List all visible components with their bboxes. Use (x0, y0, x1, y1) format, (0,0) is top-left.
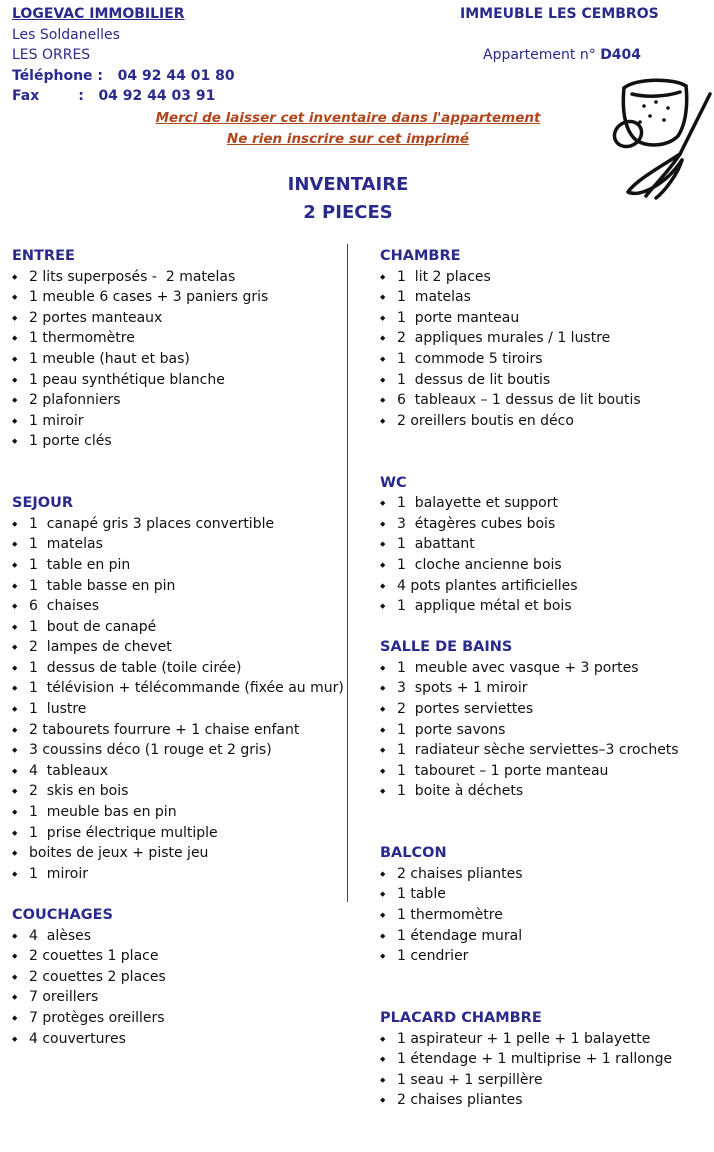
notice-leave-inventory: Merci de laisser cet inventaire dans l'appartement (155, 110, 541, 126)
list-item: ◆ 2 plafonniers (12, 390, 342, 411)
page-subtitle: 2 PIECES (303, 202, 393, 223)
list-item: ◆ 2 portes serviettes (380, 699, 710, 720)
address-line-1: Les Soldanelles (12, 26, 120, 43)
list-item: ◆ 1 porte clés (12, 431, 342, 452)
section-title-couchages: COUCHAGES (12, 907, 113, 923)
list-entree (12, 267, 342, 452)
list-item: ◆ 1 miroir (12, 411, 342, 432)
list-item: ◆ 4 alèses (12, 926, 342, 947)
list-item: ◆ 1 aspirateur + 1 pelle + 1 balayette (380, 1029, 710, 1050)
right-column (380, 246, 710, 1111)
list-item: ◆ 7 protèges oreillers (12, 1008, 342, 1029)
fax-label: Fax : (12, 88, 84, 105)
list-item: ◆ 4 pots plantes artificielles (380, 576, 710, 597)
list-item: ◆ 1 commode 5 tiroirs (380, 349, 710, 370)
list-item: ◆ 1 table basse en pin (12, 576, 342, 597)
list-item: ◆ 1 canapé gris 3 places convertible (12, 514, 342, 535)
apartment-label: Appartement n° (483, 47, 596, 63)
list-item: ◆ 1 miroir (12, 864, 342, 885)
list-item: ◆ 1 meuble (haut et bas) (12, 349, 342, 370)
address-line-2: LES ORRES (12, 47, 91, 64)
fax-row (12, 86, 235, 107)
list-item: ◆ 1 thermomètre (380, 905, 710, 926)
list-item: ◆ 1 bout de canapé (12, 617, 342, 638)
apartment-line (483, 45, 641, 66)
section-title-sejour: SEJOUR (12, 495, 74, 512)
list-item: ◆ 2 couettes 2 places (12, 967, 342, 988)
list-item: ◆ 1 abattant (380, 534, 710, 555)
list-item: ◆ 1 lit 2 places (380, 267, 710, 288)
list-item: ◆ 1 dessus de table (toile cirée) (12, 658, 342, 679)
list-item: ◆ 1 cloche ancienne bois (380, 555, 710, 576)
list-item: ◆ 1 tabouret – 1 porte manteau (380, 761, 710, 782)
list-item: ◆ 1 boite à déchets (380, 781, 710, 802)
list-item: ◆ 1 balayette et support (380, 493, 710, 514)
list-item: ◆ 4 tableaux (12, 761, 342, 782)
list-item: ◆ 1 table (380, 884, 710, 905)
list-item: ◆ 2 portes manteaux (12, 308, 342, 329)
list-item: ◆ 1 peau synthétique blanche (12, 370, 342, 391)
list-item: ◆ 3 coussins déco (1 rouge et 2 gris) (12, 740, 342, 761)
list-item: ◆ 1 dessus de lit boutis (380, 370, 710, 391)
list-item: ◆ 6 chaises (12, 596, 342, 617)
list-item: ◆ 2 oreillers boutis en déco (380, 411, 710, 432)
list-item: ◆ 2 couettes 1 place (12, 946, 342, 967)
list-item: ◆ 1 table en pin (12, 555, 342, 576)
fax-number: 04 92 44 03 91 (98, 88, 216, 105)
list-item: ◆ 1 étendage + 1 multiprise + 1 rallonge (380, 1049, 710, 1070)
notice-do-not-write: Ne rien inscrire sur cet imprimé (226, 131, 470, 147)
page-title: INVENTAIRE (287, 174, 409, 195)
list-sejour (12, 514, 342, 885)
list-chambre (380, 267, 710, 432)
phone-row (12, 66, 235, 87)
list-couchages (12, 926, 342, 1050)
list-item: ◆ 4 couvertures (12, 1029, 342, 1050)
left-column (12, 246, 342, 1049)
list-item: ◆ boites de jeux + piste jeu (12, 843, 342, 864)
list-item: ◆ 1 télévision + télécommande (fixée au mur) (12, 678, 342, 699)
column-divider (347, 244, 348, 902)
list-item: ◆ 1 étendage mural (380, 926, 710, 947)
list-placard-chambre (380, 1029, 710, 1111)
list-item: ◆ 1 cendrier (380, 946, 710, 967)
list-item: ◆ 2 chaises pliantes (380, 1090, 710, 1111)
list-item: ◆ 1 seau + 1 serpillère (380, 1070, 710, 1091)
list-item: ◆ 3 spots + 1 miroir (380, 678, 710, 699)
apartment-number: D404 (600, 47, 642, 63)
list-item: ◆ 1 meuble bas en pin (12, 802, 342, 823)
company-name: LOGEVAC IMMOBILIER (12, 6, 185, 22)
list-item: ◆ 6 tableaux – 1 dessus de lit boutis (380, 390, 710, 411)
list-item: ◆ 1 meuble 6 cases + 3 paniers gris (12, 287, 342, 308)
section-title-wc: WC (380, 474, 407, 491)
list-item: ◆ 1 meuble avec vasque + 3 portes (380, 658, 710, 679)
agency-block (12, 4, 235, 107)
section-title-entree: ENTREE (12, 248, 75, 264)
building-name: IMMEUBLE LES CEMBROS (460, 6, 659, 22)
list-item: ◆ 2 appliques murales / 1 lustre (380, 328, 710, 349)
section-title-salle-de-bains: SALLE DE BAINS (380, 639, 513, 656)
list-item: ◆ 1 prise électrique multiple (12, 823, 342, 844)
section-title-balcon: BALCON (380, 845, 447, 862)
list-item: ◆ 1 lustre (12, 699, 342, 720)
list-item: ◆ 3 étagères cubes bois (380, 514, 710, 535)
list-item: ◆ 1 porte savons (380, 720, 710, 741)
list-item: ◆ 1 thermomètre (12, 328, 342, 349)
list-salle-de-bains (380, 658, 710, 802)
list-item: ◆ 2 chaises pliantes (380, 864, 710, 885)
phone-number: 04 92 44 01 80 (117, 67, 235, 84)
list-item: ◆ 2 lampes de chevet (12, 637, 342, 658)
list-balcon (380, 864, 710, 967)
phone-label: Téléphone : (12, 67, 104, 84)
list-item: ◆ 2 tabourets fourrure + 1 chaise enfant (12, 720, 342, 741)
list-wc (380, 493, 710, 617)
list-item: ◆ 2 lits superposés - 2 matelas (12, 267, 342, 288)
section-title-chambre: CHAMBRE (380, 248, 461, 264)
list-item: ◆ 1 matelas (12, 534, 342, 555)
list-item: ◆ 7 oreillers (12, 987, 342, 1008)
list-item: ◆ 2 skis en bois (12, 781, 342, 802)
list-item: ◆ 1 radiateur sèche serviettes–3 crochets (380, 740, 710, 761)
list-item: ◆ 1 porte manteau (380, 308, 710, 329)
section-title-placard-chambre: PLACARD CHAMBRE (380, 1009, 542, 1026)
list-item: ◆ 1 matelas (380, 287, 710, 308)
list-item: ◆ 1 applique métal et bois (380, 596, 710, 617)
